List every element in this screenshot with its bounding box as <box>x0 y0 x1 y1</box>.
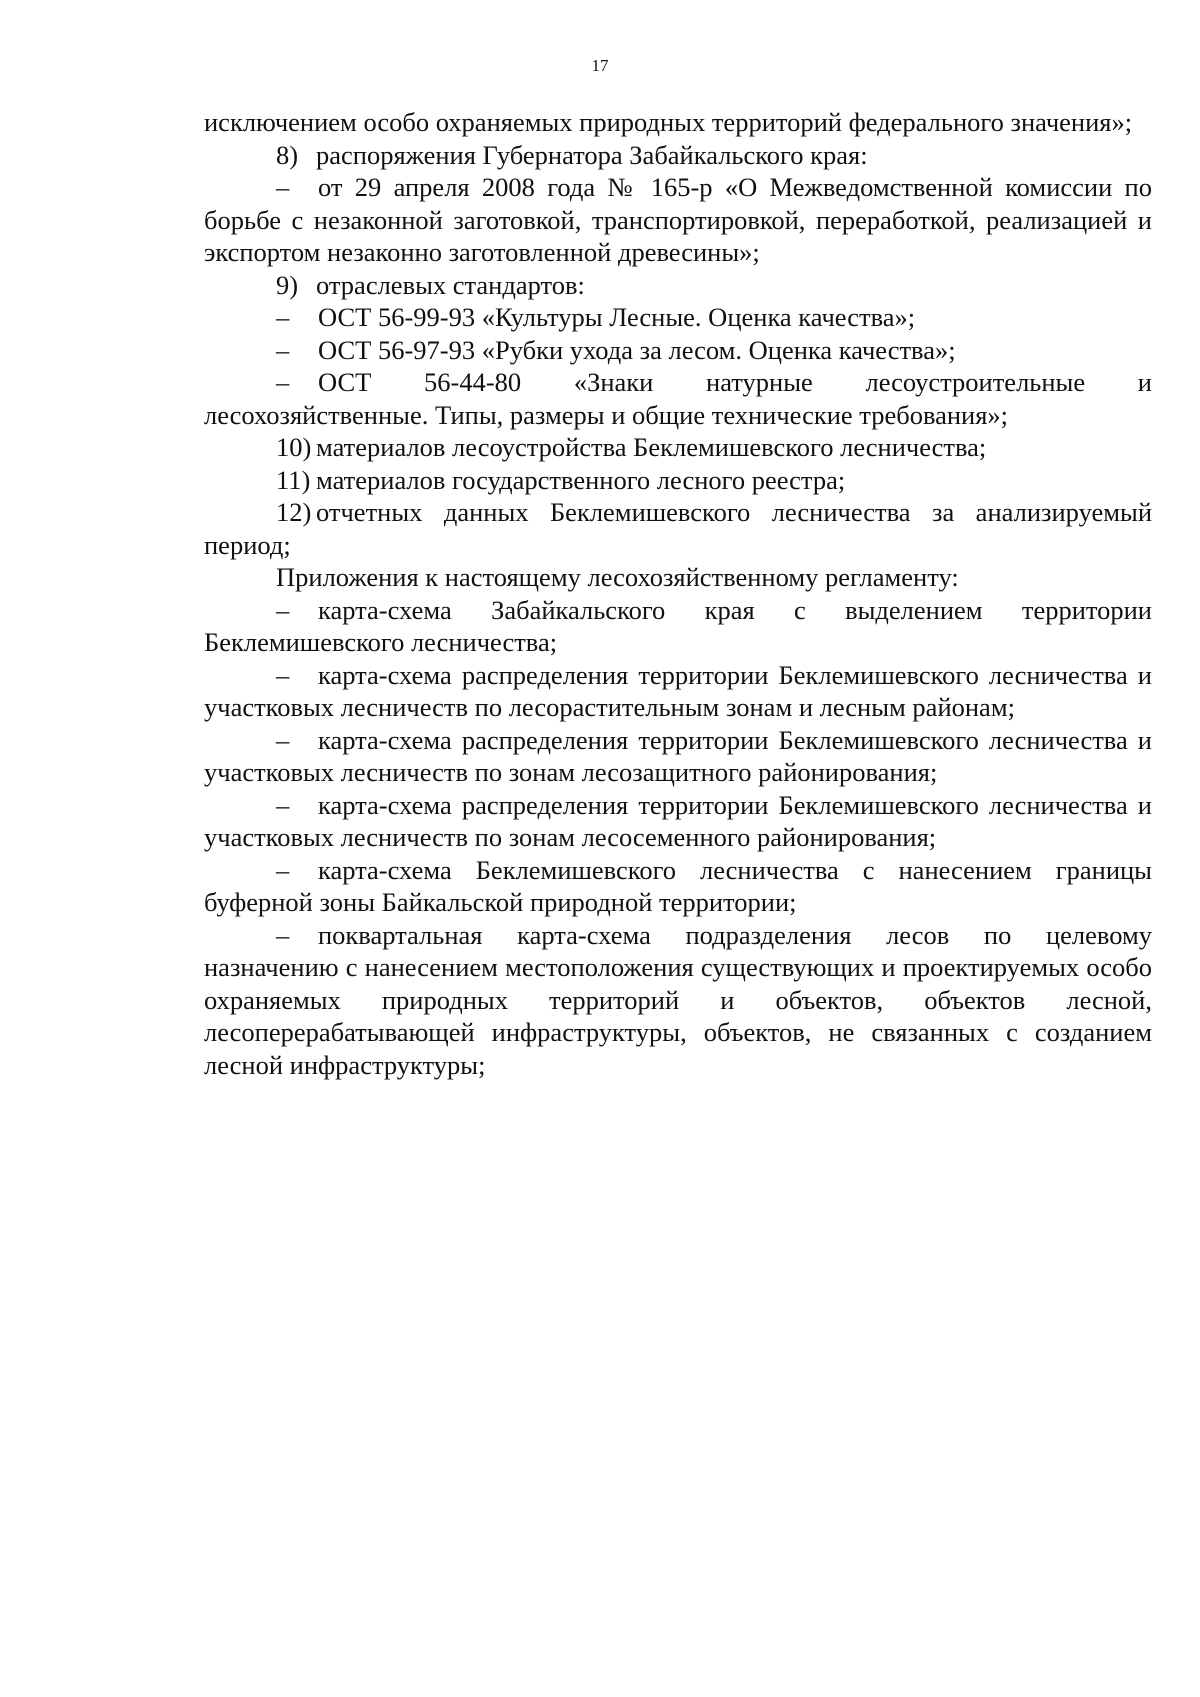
dash-marker: – <box>276 594 290 625</box>
dash-item-ost-56-44-80 <box>204 366 1152 431</box>
dash-item-appendix-forest-zones-map <box>204 659 1152 724</box>
dash-item-text: ОСТ 56-44-80 «Знаки натурные лесоустроительные и лесохозяйственные. Типы, размеры и общие технические требования»; <box>204 367 1152 430</box>
dash-item-ost-56-99-93 <box>204 301 1152 334</box>
dash-marker: – <box>276 789 290 820</box>
dash-marker: – <box>276 334 290 365</box>
dash-item-text: карта-схема распределения территории Беклемишевского лесничества и участковых лесничеств по лесорастительным зонам и лесным районам; <box>204 659 1152 722</box>
dash-item-ost-56-97-93 <box>204 334 1152 367</box>
dash-item-text: карта-схема распределения территории Беклемишевского лесничества и участковых лесничеств по зонам лесосеменного районирования; <box>204 789 1152 852</box>
dash-marker: – <box>276 172 290 202</box>
dash-item-appendix-protection-zones-map <box>204 724 1152 789</box>
document-body <box>204 106 1152 1081</box>
dash-item-text: ОСТ 56-97-93 «Рубки ухода за лесом. Оценка качества»; <box>318 334 956 365</box>
list-marker: 8) <box>276 139 299 170</box>
list-item-text: отраслевых стандартов: <box>316 269 585 300</box>
list-item-text: материалов государственного лесного реестра; <box>316 464 846 495</box>
dash-marker: – <box>276 919 290 950</box>
appendices-heading: Приложения к настоящему лесохозяйственному регламенту: <box>276 562 959 592</box>
list-item-9 <box>204 269 1152 302</box>
list-item-8 <box>204 139 1152 172</box>
list-marker: 12) <box>276 497 312 527</box>
dash-item-order <box>204 171 1152 269</box>
list-marker: 10) <box>276 432 312 462</box>
list-item-text: распоряжения Губернатора Забайкальского края: <box>316 139 868 170</box>
dash-item-appendix-region-map <box>204 594 1152 659</box>
dash-item-text: карта-схема распределения территории Беклемишевского лесничества и участковых лесничеств по зонам лесозащитного районирования; <box>204 724 1152 787</box>
dash-item-appendix-baikal-buffer-map <box>204 854 1152 919</box>
dash-marker: – <box>276 854 290 885</box>
list-item-12 <box>204 496 1152 561</box>
list-marker: 9) <box>276 269 299 300</box>
dash-item-text: поквартальная карта-схема подразделения лесов по целевому назначению с нанесением местоположения существующих и проектируемых особо охраняемых природных территорий и объектов, объектов лесной, лесоперерабатывающей инфраструктуры, объектов, не связанных с созданием лесной инфраструктуры; <box>204 919 1152 1080</box>
dash-item-text: карта-схема Забайкальского края с выделением территории Беклемишевского лесничества; <box>204 594 1152 657</box>
paragraph-continuation: исключением особо охраняемых природных территорий федерального значения»; <box>204 107 1133 137</box>
dash-item-text: карта-схема Беклемишевского лесничества с нанесением границы буферной зоны Байкальской природной территории; <box>204 854 1152 917</box>
dash-item-text: ОСТ 56-99-93 «Культуры Лесные. Оценка качества»; <box>318 302 916 332</box>
dash-marker: – <box>276 724 290 755</box>
list-item-text: отчетных данных Беклемишевского лесничества за анализируемый период; <box>204 497 1152 560</box>
dash-item-appendix-seed-zones-map <box>204 789 1152 854</box>
page-number: 17 <box>591 56 609 75</box>
list-item-10 <box>204 431 1152 464</box>
dash-item-appendix-quarterly-map <box>204 919 1152 1082</box>
dash-marker: – <box>276 302 290 332</box>
list-item-text: материалов лесоустройства Беклемишевского лесничества; <box>316 432 987 462</box>
dash-marker: – <box>276 367 290 397</box>
dash-item-text: от 29 апреля 2008 года № 165-р «О Межведомственной комиссии по борьбе с незаконной заготовкой, транспортировкой, переработкой, реализацией и экспортом незаконно заготовленной древесины»; <box>204 172 1152 267</box>
list-item-11 <box>204 464 1152 497</box>
dash-marker: – <box>276 659 290 690</box>
list-marker: 11) <box>276 464 311 495</box>
